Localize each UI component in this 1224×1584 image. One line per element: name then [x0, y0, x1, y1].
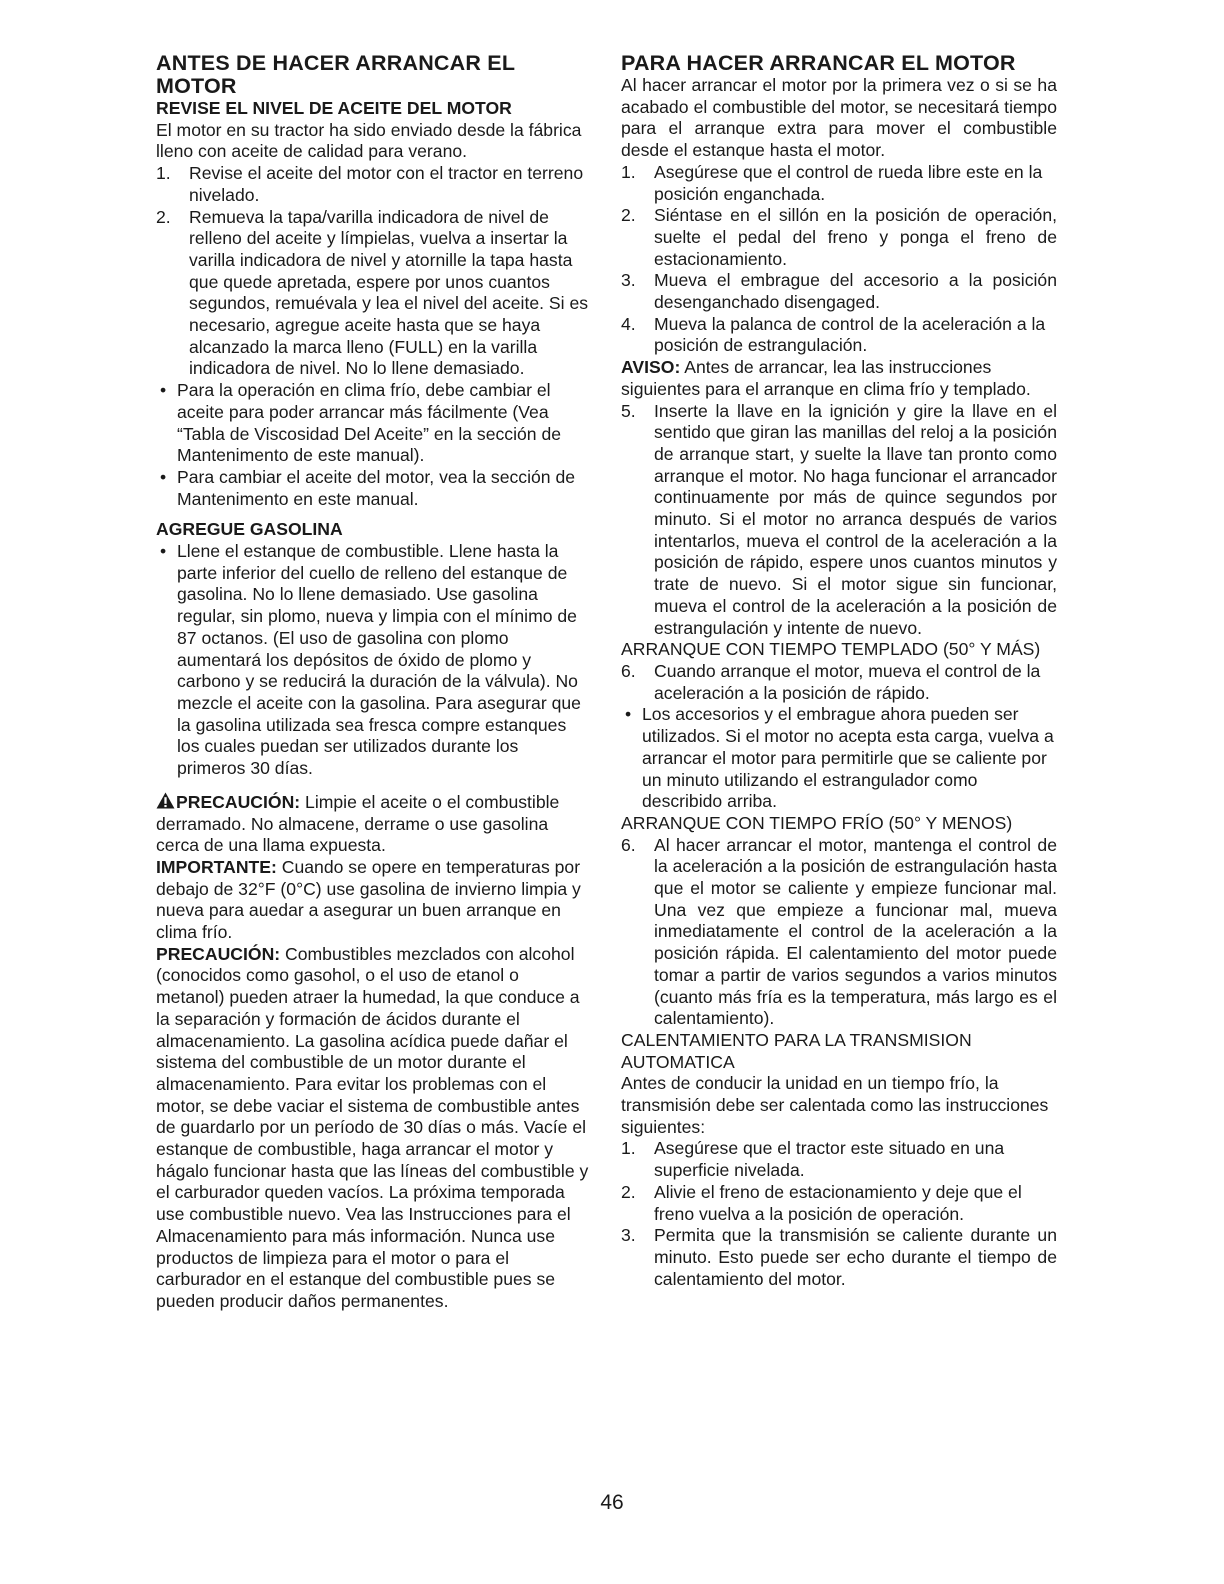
oil-bullet-change-oil	[156, 467, 590, 510]
step-text: Asegúrese que el control de rueda libre este en la posición enganchada.	[654, 161, 1043, 204]
step-number: 5.	[621, 400, 636, 421]
caution-text: Limpie el aceite o el combustible derramado. No almacene, derrame o use gasolina cerca de una llama expuesta.	[156, 791, 560, 856]
cold-weather-heading: ARRANQUE CON TIEMPO FRÍO (50° Y MENOS)	[621, 812, 1013, 833]
step-number: 4.	[621, 313, 636, 334]
start-step-4	[621, 314, 1057, 357]
step-number: 1.	[621, 1138, 636, 1159]
step-text: Cuando arranque el motor, mueva el control de la aceleración a la posición de rápido.	[654, 660, 1041, 703]
transmission-step-3	[621, 1225, 1057, 1290]
bullet-marker: •	[160, 466, 167, 487]
step-text: Alivie el freno de estacionamiento y deje que el freno vuelva a la posición de operación.	[654, 1181, 1022, 1224]
transmission-heading: CALENTAMIENTO PARA LA TRANSMISION AUTOMATICA	[621, 1029, 972, 1072]
step-number: 3.	[621, 1225, 636, 1246]
warm-bullet	[621, 704, 1057, 813]
step-text: Remueva la tapa/varilla indicadora de nivel de relleno del aceite y límpielas, vuelva a insertar la varilla indicadora de nivel y atornille la tapa hasta que quede apretada, espere por unos cuantos segundos, remuévala y lea el nivel del aceite. Si es necesario, agregue aceite hasta que se haya alcanzado la marca lleno (FULL) en la varilla indicadora de nivel. No lo llene demasiado.	[189, 206, 589, 379]
notice-text: Antes de arrancar, lea las instrucciones siguientes para el arranque en clima frío y templado.	[621, 357, 1031, 399]
section-title-before-starting: ANTES DE HACER ARRANCAR EL MOTOR	[156, 51, 515, 98]
bullet-text: Para la operación en clima frío, debe cambiar el aceite para poder arrancar más fácilmente (Vea “Tabla de Viscosidad Del Aceite” en la sección de Mantenimento de este manual).	[177, 380, 562, 466]
caution-text: Combustibles mezclados con alcohol (conocidos como gasohol, o el uso de etanol o metanol) pueden atraer la humedad, la que conduce a la separación y formación de ácidos durante el almacenamiento. La gasolina acídica puede dañar el sistema del combustible de un motor durante el almacenamiento. Para evitar los problemas con el motor, se debe vaciar el sistema de combustible antes de guardarlo por un período de 30 días o más. Vacíe el estanque de combustible, haga arrancar el motor y hágalo funcionar hasta que las líneas del combustible y el carburador queden vacíos. La próxima temporada use combustible nuevo. Vea las Instrucciones para el Almacenamiento para más información. Nunca use productos de limpieza para el motor o para el carburador en el estanque del combustible pues se pueden producir daños permanentes.	[156, 943, 589, 1311]
caution-label: PRECAUCIÓN:	[156, 943, 281, 964]
oil-step-1	[156, 163, 590, 206]
step-text: Inserte la llave en la ignición y gire la llave en el sentido que giran las manillas del reloj a la posición de arranque start, y suelte la llave tan pronto como arranque el motor. No haga funcionar el arrancador continuamente por más de quince segundos por minuto. Si el motor no arranca después de varios intentarlos, mueva el control de la aceleración a la posición de rápido, espere unos cuantos minutos y trate de nuevo. Si el motor sigue sin funcionar, mueva el control de la aceleración a la posición de estrangulación y intente de nuevo.	[654, 400, 1057, 638]
step-number: 6.	[621, 660, 636, 681]
cold-step-6	[621, 835, 1057, 1030]
caution-alcohol-paragraph	[156, 944, 590, 1313]
transmission-step-2	[621, 1182, 1057, 1225]
step-text: Permita que la transmisión se caliente durante un minuto. Esto puede ser echo durante el tiempo de calentamiento del motor.	[654, 1225, 1057, 1289]
step-text: Asegúrese que el tractor este situado en una superficie nivelada.	[654, 1138, 1005, 1181]
step-number: 2.	[621, 205, 636, 226]
bullet-text: Los accesorios y el embrague ahora pueden ser utilizados. Si el motor no acepta esta carga, vuelva a arrancar el motor para permitirle que se caliente por un minuto utilizando el estrangulador como describido arriba.	[642, 704, 1054, 812]
warm-step-6	[621, 661, 1057, 704]
step-number: 1.	[621, 161, 636, 182]
step-number: 2.	[621, 1181, 636, 1202]
transmission-step-1	[621, 1138, 1057, 1181]
important-paragraph	[156, 857, 590, 944]
oil-check-heading: REVISE EL NIVEL DE ACEITE DEL MOTOR	[156, 98, 512, 118]
bullet-text: Llene el estanque de combustible. Llene hasta la parte inferior del cuello de relleno del estanque de gasolina. No lo llene demasiado. Use gasolina regular, sin plomo, nueva y limpia con el mínimo de 87 octanos. (El uso de gasolina con plomo aumentará los depósitos de óxido de plomo y carbono y se reducirá la duración de la válvula). No mezcle el aceite con la gasolina. Para asegurar que la gasolina utilizada sea fresca compre estanques los cuales puedan ser utilizados durante los primeros 30 días.	[177, 541, 581, 779]
right-column	[621, 52, 1057, 1290]
bullet-text: Para cambiar el aceite del motor, vea la sección de Mantenimento en este manual.	[177, 466, 576, 509]
notice-paragraph	[621, 357, 1057, 400]
left-column	[156, 52, 590, 1313]
step-text: Mueva la palanca de control de la aceleración a la posición de estrangulación.	[654, 313, 1046, 356]
caution-spill-paragraph	[156, 792, 590, 857]
transmission-intro: Antes de conducir la unidad en un tiempo frío, la transmisión debe ser calentada como las instrucciones siguientes:	[621, 1073, 1049, 1137]
bullet-marker: •	[160, 541, 167, 562]
warm-weather-heading: ARRANQUE CON TIEMPO TEMPLADO (50° Y MÁS)	[621, 639, 1041, 660]
start-step-3	[621, 270, 1057, 313]
important-text: Cuando se opere en temperaturas por debajo de 32°F (0°C) use gasolina de invierno limpia y nueva para auedar a asegurar un buen arranque en clima frío.	[156, 856, 581, 943]
caution-label: PRECAUCIÓN:	[176, 791, 301, 812]
start-step-1	[621, 162, 1057, 205]
step-number: 3.	[621, 270, 636, 291]
oil-step-2	[156, 207, 590, 381]
section-title-starting-engine: PARA HACER ARRANCAR EL MOTOR	[621, 51, 1016, 75]
step-number: 6.	[621, 834, 636, 855]
step-number: 2.	[156, 206, 171, 227]
warning-triangle-icon	[156, 792, 175, 809]
starting-intro: Al hacer arrancar el motor por la primera vez o si se ha acabado el combustible del motor, se necesitará tiempo para el arranque extra para mover el combustible desde el estanque hasta el motor.	[621, 75, 1057, 161]
important-label: IMPORTANTE:	[156, 856, 277, 877]
start-step-2	[621, 205, 1057, 270]
bullet-marker: •	[160, 380, 167, 401]
step-text: Mueva el embrague del accesorio a la posición desenganchado disengaged.	[654, 270, 1057, 313]
step-text: Siéntase en el sillón en la posición de operación, suelte el pedal del freno y ponga el freno de estacionamiento.	[654, 205, 1057, 269]
page-number: 46	[600, 1491, 624, 1514]
start-step-5	[621, 401, 1057, 640]
notice-label: AVISO:	[621, 357, 681, 378]
step-number: 1.	[156, 163, 171, 184]
add-gasoline-heading: AGREGUE GASOLINA	[156, 519, 343, 540]
gasoline-bullet	[156, 541, 590, 780]
oil-bullet-cold-weather	[156, 380, 590, 467]
bullet-marker: •	[625, 704, 632, 725]
oil-intro: El motor en su tractor ha sido enviado desde la fábrica lleno con aceite de calidad para verano.	[156, 119, 582, 162]
step-text: Al hacer arrancar el motor, mantenga el control de la aceleración a la posición de estrangulación hasta que el motor se caliente y empieze funcionar mal. Una vez que empieze a funcionar mal, mueva inmediatamente el control de la aceleración a la posición rápida. El calentamiento del motor puede tomar a partir de varios segundos a varios minutos (cuanto más fría es la temperatura, más largo es el calentamiento).	[654, 834, 1057, 1029]
step-text: Revise el aceite del motor con el tractor en terreno nivelado.	[189, 163, 584, 205]
